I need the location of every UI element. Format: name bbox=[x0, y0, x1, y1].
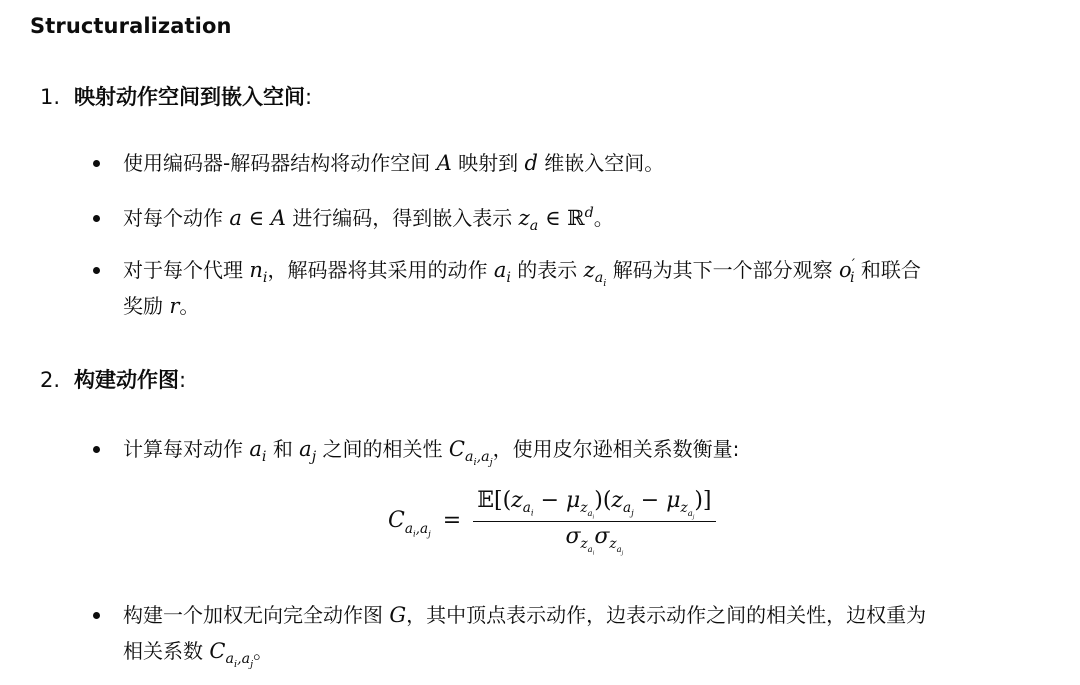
math-o-i-prime: $o'_i$ bbox=[839, 257, 855, 287]
ordered-item-2 bbox=[40, 365, 186, 395]
math-C-ai-aj: $C_{a_i,a_j}$ bbox=[209, 639, 254, 671]
item-title: 映射动作空间到嵌入空间 bbox=[74, 85, 305, 109]
math-a-j: $a_j$ bbox=[299, 437, 317, 466]
pearson-formula bbox=[388, 488, 716, 557]
math-A: A bbox=[436, 151, 452, 175]
math-d: d bbox=[524, 151, 538, 175]
item-number: 1. bbox=[40, 85, 61, 109]
formula-denominator: $\sigma_{z_{a_i}}\sigma_{z_{a_j}}$ bbox=[565, 523, 624, 557]
bullet-item: 构建一个加权无向完全动作图 G，其中顶点表示动作，边表示动作之间的相关性，边权重为 相关系数 $C_{a_i,a_j}$。 bbox=[93, 597, 1058, 669]
math-C-ai-aj: $C_{a_i,a_j}$ bbox=[448, 437, 493, 469]
item-colon: : bbox=[179, 368, 187, 392]
formula-numerator: $𝔼[(z_{a_i} - \mu_{z_{a_i}})(z_{a_j} - \mu_{z_{a_j}})]$ bbox=[477, 488, 712, 521]
ordered-item-1 bbox=[40, 82, 312, 112]
fraction-bar bbox=[473, 521, 715, 522]
math-a-i: $a_i$ bbox=[249, 437, 267, 466]
math-a-in-A: a ∈ A bbox=[229, 206, 286, 230]
bullet-item: 对于每个代理 $n_i$，解码器将其采用的动作 $a_i$ 的表示 $z_{a_i}$ 解码为其下一个部分观察 $o'_i$ 和联合 奖励 r。 bbox=[93, 252, 1058, 324]
equals-sign: = bbox=[442, 508, 462, 534]
bullet-dot bbox=[93, 612, 100, 619]
math-r: r bbox=[169, 294, 180, 318]
bullet-dot bbox=[93, 267, 100, 274]
math-z-a: $z_a$ ∈ ℝ$^d$ bbox=[518, 205, 594, 235]
section-heading: Structuralization bbox=[30, 14, 232, 38]
formula-lhs: $C_{a_i,a_j}$ bbox=[388, 508, 431, 539]
bullet-item: 使用编码器-解码器结构将动作空间 A 映射到 d 维嵌入空间。 bbox=[93, 145, 1058, 181]
bullet-dot bbox=[93, 160, 100, 167]
math-n-i: $n_i$ bbox=[249, 258, 268, 287]
bullet-dot bbox=[93, 446, 100, 453]
math-a-i: $a_i$ bbox=[493, 258, 511, 287]
item-colon: : bbox=[305, 85, 313, 109]
fraction bbox=[473, 488, 715, 557]
math-G: G bbox=[389, 603, 407, 627]
bullet-item: 对每个动作 a ∈ A 进行编码，得到嵌入表示 $z_a$ ∈ ℝ$^d$。 bbox=[93, 200, 1058, 236]
item-title: 构建动作图 bbox=[74, 368, 179, 392]
item-number: 2. bbox=[40, 368, 61, 392]
bullet-dot bbox=[93, 215, 100, 222]
bullet-item: 计算每对动作 $a_i$ 和 $a_j$ 之间的相关性 $C_{a_i,a_j}$，使用皮尔逊相关系数衡量: bbox=[93, 431, 1058, 467]
math-z-ai: $z_{a_i}$ bbox=[583, 258, 607, 290]
